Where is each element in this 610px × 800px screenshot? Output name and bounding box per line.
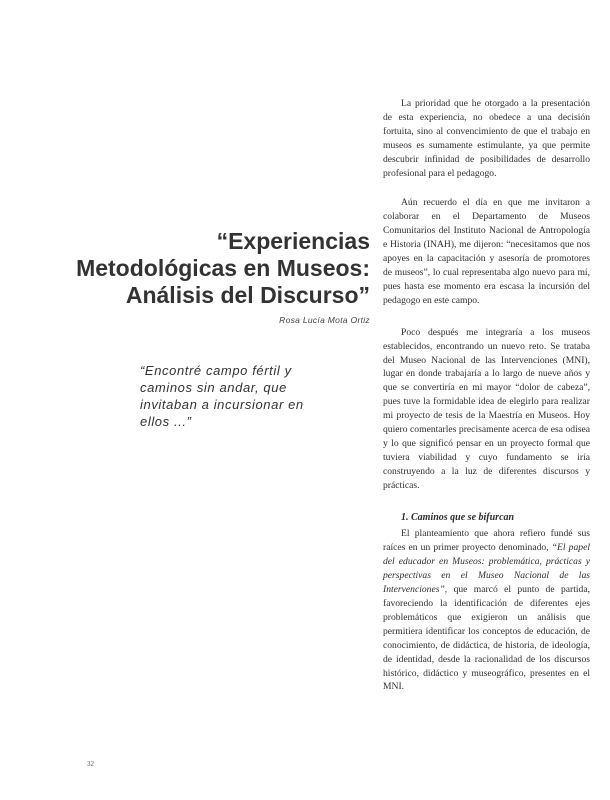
- project-title: “El papel del educador en Museos: problemática, prácticas y perspectivas en el Museo Nacional de las Intervenciones”,: [383, 542, 590, 596]
- page-number: 32: [87, 760, 94, 768]
- article-title-line: Metodológicas en Museos:: [76, 255, 370, 281]
- epigraph-line: ellos ...”: [140, 414, 192, 429]
- epigraph-line: caminos sin andar, que: [140, 380, 287, 395]
- epigraph-line: “Encontré campo fértil y: [140, 363, 292, 378]
- body-paragraph: [383, 527, 590, 694]
- body-text-column: [383, 97, 590, 694]
- body-paragraph: Poco después me integraría a los museos establecidos, encontrando un nuevo reto. Se trataba del Museo Nacional de las Intervenciones (MNI), lugar en donde trabajaría a lo largo de nueve años y que se convertiría en mi mayor “dolor de cabeza”, pues tuve la formidable idea de elegirlo para realizar mi proyecto de tesis de la Maestría en Museos. Hoy quiero comentarles precisamente acerca de esa odisea y lo que significó pensar en un proyecto formal que tuviera viabilidad y cuyo fundamento se iría construyendo a la luz de diferentes discursos y prácticas.: [383, 326, 590, 491]
- article-title-line: “Experiencias: [216, 228, 370, 254]
- section-heading: 1. Caminos que se bifurcan: [401, 511, 515, 523]
- epigraph-line: invitaban a incursionar en: [140, 397, 304, 412]
- paragraph-text: El planteamiento que ahora refiero fundé sus raíces en un primer proyecto denominado,: [383, 528, 590, 554]
- body-paragraph: Aún recuerdo el día en que me invitaron a colaborar en el Departamento de Museos Comunitarios del Instituto Nacional de Antropología e Historia (INAH), me dijeron: “necesitamos que nos apoyes en la capacitación y asesoría de promotores de museos”, lo cual representaba algo nuevo para mí, pues hasta ese momento era escasa la incursión del pedagogo en este campo.: [383, 197, 590, 306]
- author-name: Rosa Lucía Mota Ortiz: [279, 315, 370, 325]
- paragraph-text: que marcó el punto de partida, favoreciendo la identificación de diferentes ejes problemáticos que exigieron un análisis que permitiera identificar los conceptos de educación, de conocimiento, de didáctica, de historia, de ideología, de identidad, desde la racionalidad de los discursos histórico, didáctico y museográfico, presentes en el MNI.: [383, 584, 590, 693]
- article-title-line: Análisis del Discurso”: [125, 282, 370, 308]
- body-paragraph: La prioridad que he otorgado a la presentación de esta experiencia, no obedece a una decisión fortuita, sino al convencimiento de que el trabajo en museos es sumamente estimulante, ya que permite descubrir infinidad de posibilidades de desarrollo profesional para el pedagogo.: [383, 98, 590, 179]
- epigraph-quote: [140, 362, 380, 430]
- title-block: [60, 228, 370, 325]
- article-title: [60, 228, 370, 309]
